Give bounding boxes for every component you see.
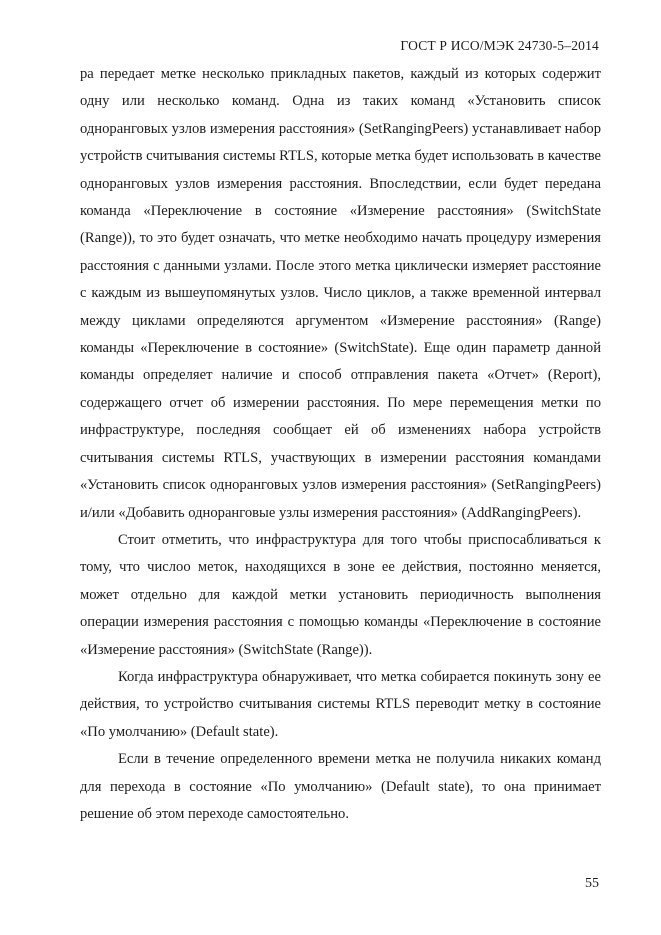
page-number: 55 [585, 876, 599, 891]
page-body [80, 61, 601, 828]
paragraph: Когда инфраструктура обнаруживает, что метка собирается покинуть зону ее действия, то устройство считывания системы RTLS переводит метку в состояние «По умолчанию» (Default state). [80, 668, 601, 740]
paragraph-continued: ра передает метке несколько прикладных пакетов, каждый из которых содержит одну или несколько команд. Одна из таких команд «Установить список одноранговых узлов измерения расстояния» (SetRangingPeers) устанавливает набор устройств считывания системы RTLS, которые метка будет использовать в качестве одноранговых узлов измерения расстояния. Впоследствии, если будет передана команда «Переключение в состояние «Измерение расстояния» (SwitchState (Range)), то это будет означать, что метке необходимо начать процедуру измерения расстояния с данными узлами. После этого метка циклически измеряет расстояние с каждым из вышеупомянутых узлов. Число циклов, а также временной интервал между циклами определяются аргументом «Измерение расстояния» (Range) команды «Переключение в состояние» (SwitchState). Еще один параметр данной команды определяет наличие и способ отправления пакета «Отчет» (Report), содержащего отчет об измерении расстояния. По мере перемещения метки по инфраструктуре, последняя сообщает ей об изменениях набора устройств считывания системы RTLS, участвующих в измерении расстояния командами «Установить список одноранговых узлов измерения расстояния» (SetRangingPeers) и/или «Добавить одноранговые узлы измерения расстояния» (AddRangingPeers). [80, 66, 601, 521]
paragraph: Стоит отметить, что инфраструктура для того чтобы приспосабливаться к тому, что числоо меток, находящихся в зоне ее действия, постоянно меняется, может отдельно для каждой метки установить периодичность выполнения операции измерения расстояния с помощью команды «Переключение в состояние «Измерение расстояния» (SwitchState (Range)). [80, 531, 601, 658]
paragraph: Если в течение определенного времени метка не получила никаких команд для перехода в состояние «По умолчанию» (Default state), то она принимает решение об этом переходе самостоятельно. [80, 751, 601, 822]
document-header: ГОСТ Р ИСО/МЭК 24730-5–2014 [400, 38, 599, 53]
